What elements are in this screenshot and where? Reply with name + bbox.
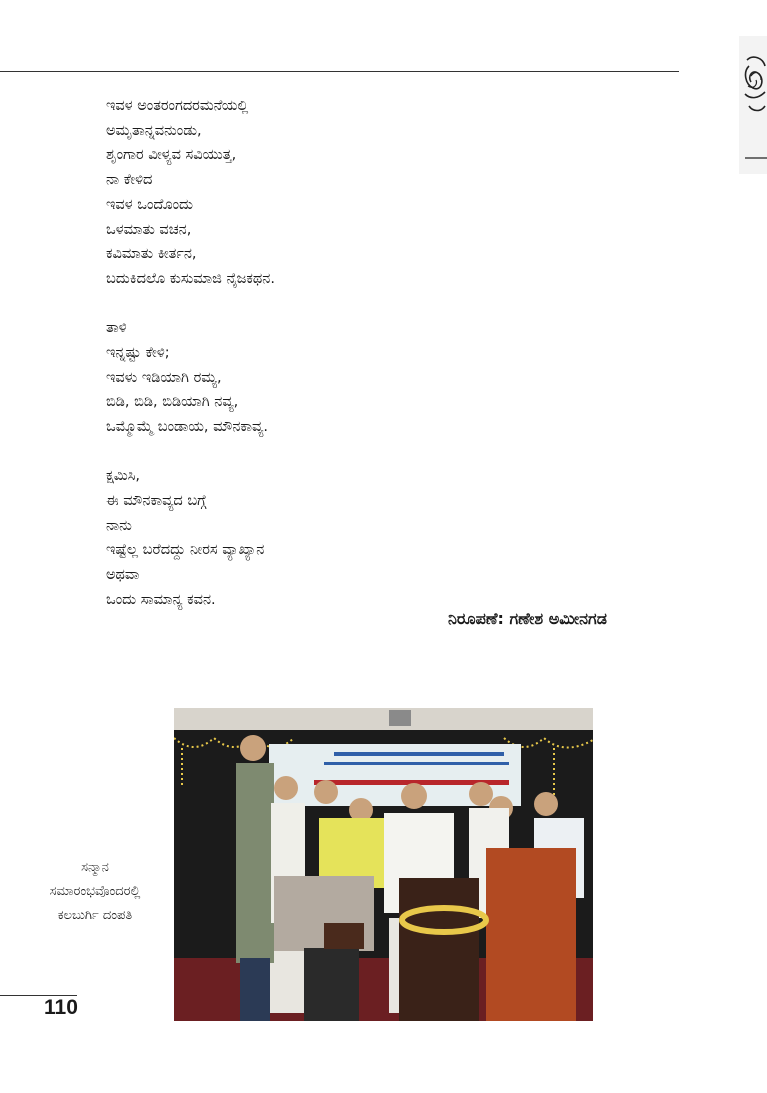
- poem-line: ನಾ ಕೇಳಿದ: [106, 172, 153, 189]
- caption-line: ಸನ್ಮಾನ: [81, 860, 109, 875]
- poem-line: ಕವಿಮಾತು ಕೀರ್ತನ,: [106, 246, 197, 263]
- poem-line: ಶೃಂಗಾರ ವೀಳ್ಯವ ಸವಿಯುತ್ತ,: [106, 147, 237, 164]
- poem-line: ಬದುಕಿದಲೊ ಕುಸುಮಾಜಿ ನೈಜಕಥನ.: [106, 270, 275, 287]
- poem: [106, 94, 526, 613]
- poem-stanza: [106, 316, 526, 440]
- poem-line: ಇವಳ ಒಂದೊಂದು: [106, 196, 193, 213]
- page-number: 110: [44, 996, 78, 1019]
- adjacent-page-illustration: [739, 36, 767, 174]
- poem-line: ಬಿಡಿ, ಬಿಡಿ, ಬಿಡಿಯಾಗಿ ನವ್ಯ,: [106, 394, 239, 411]
- poem-line: ಕ್ಷಮಿಸಿ,: [106, 468, 141, 485]
- poem-line: ಇಷ್ಟೆಲ್ಲ ಬರೆದದ್ದು ನೀರಸ ವ್ಯಾಖ್ಯಾನ: [106, 542, 265, 559]
- caption-line: ಕಲಬುರ್ಗಿ ದಂಪತಿ: [57, 908, 133, 923]
- poem-line: ಅಮೃತಾನ್ನವನುಂಡು,: [106, 122, 202, 139]
- poem-line: ನಾನು: [106, 517, 132, 534]
- narration-credit: ನಿರೂಪಣೆ: ಗಣೇಶ ಅಮೀನಗಡ: [448, 609, 607, 628]
- poem-line: ಒಳಮಾತು ವಚನ,: [106, 221, 192, 238]
- photo-caption: [22, 856, 168, 928]
- caption-line: ಸಮಾರಂಭವೊಂದರಲ್ಲಿ: [49, 884, 141, 899]
- poem-line: ಈ ಮೌನಕಾವ್ಯದ ಬಗ್ಗೆ: [106, 493, 207, 510]
- poem-line: ತಾಳಿ: [106, 320, 127, 337]
- poem-line: ಒಮ್ಮೊಮ್ಮೆ ಬಂಡಾಯ, ಮೌನಕಾವ್ಯ.: [106, 419, 268, 436]
- top-rule: [0, 71, 679, 72]
- poem-line: ಅಥವಾ: [106, 567, 140, 584]
- poem-line: ಇವಳು ಇಡಿಯಾಗಿ ರಮ್ಯ,: [106, 369, 222, 386]
- felicitation-photo: [174, 708, 593, 1021]
- poem-stanza: [106, 464, 526, 612]
- poem-line: ಇನ್ನಷ್ಟು ಕೇಳಿ;: [106, 344, 170, 361]
- poem-line: ಒಂದು ಸಾಮಾನ್ಯ ಕವನ.: [106, 591, 216, 608]
- poem-line: ಇವಳ ಅಂತರಂಗದರಮನೆಯಲ್ಲಿ: [106, 98, 249, 114]
- poem-stanza: [106, 94, 526, 292]
